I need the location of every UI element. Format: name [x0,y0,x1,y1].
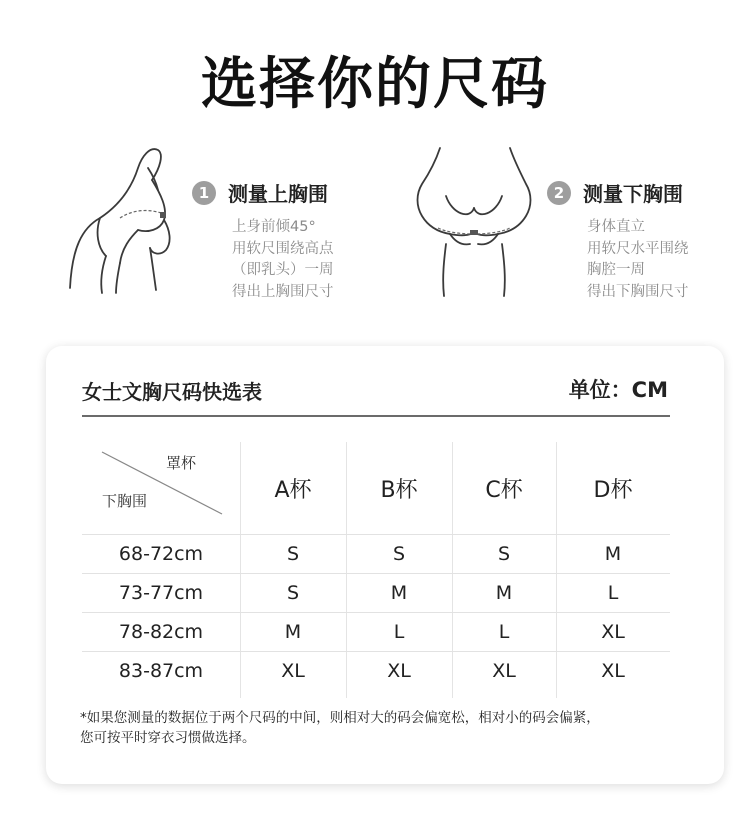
table-cell: L [498,620,510,643]
step-number-badge: 1 [192,181,216,205]
step-line: 用软尺围绕高点 [232,240,334,257]
table-cell: XL [601,620,625,643]
step-number-badge: 2 [547,181,571,205]
table-cell: XL [387,659,411,682]
table-cell: S [286,542,300,565]
row-label: 73-77cm [118,581,204,604]
row-label: 83-87cm [118,659,204,682]
table-cell: S [392,542,406,565]
table-cell: S [286,581,300,604]
row-label: 78-82cm [118,620,204,643]
size-chart-title: 女士文胸尺码快选表 [82,380,262,404]
table-cell: M [390,581,408,604]
table-cell: XL [601,659,625,682]
table-cell: L [393,620,405,643]
table-cell: M [604,542,622,565]
size-note [80,708,710,748]
size-chart-card [46,346,724,784]
corner-underbust-label: 下胸围 [102,492,148,510]
step-upper-bust [192,178,334,303]
bust-measure-illustration [60,138,180,298]
step-line: 用软尺水平围绕 [587,240,689,257]
unit-label: 单位：CM [568,378,668,402]
note-line: 您可按平时穿衣习惯做选择。 [80,730,256,746]
row-label: 68-72cm [118,542,204,565]
underbust-measure-illustration [410,140,540,300]
step-line: 上身前倾45° [232,219,316,235]
corner-cup-label: 罩杯 [166,454,197,472]
step-line: （即乳头）一周 [232,262,334,278]
step-line: 胸腔一周 [587,262,645,278]
table-cell: L [607,581,619,604]
column-header: C杯 [485,477,523,503]
step-line: 得出上胸围尺寸 [232,283,334,300]
table-cell: XL [281,659,305,682]
step-line: 得出下胸围尺寸 [587,283,689,300]
divider [82,415,670,417]
step-title: 测量下胸围 [583,182,683,206]
table-cell: XL [492,659,516,682]
step-line: 身体直立 [587,219,645,235]
table-cell: S [497,542,511,565]
column-header: B杯 [380,477,418,503]
diagonal-divider [82,442,240,534]
step-under-bust [547,178,689,303]
table-corner-header [82,442,240,534]
step-title: 测量上胸围 [228,182,328,206]
table-cell: M [284,620,302,643]
table-cell: M [495,581,513,604]
column-header: A杯 [274,477,312,503]
page-title: 选择你的尺码 [201,52,549,117]
column-header: D杯 [593,477,633,503]
note-line: *如果您测量的数据位于两个尺码的中间，则相对大的码会偏宽松，相对小的码会偏紧， [80,710,600,726]
